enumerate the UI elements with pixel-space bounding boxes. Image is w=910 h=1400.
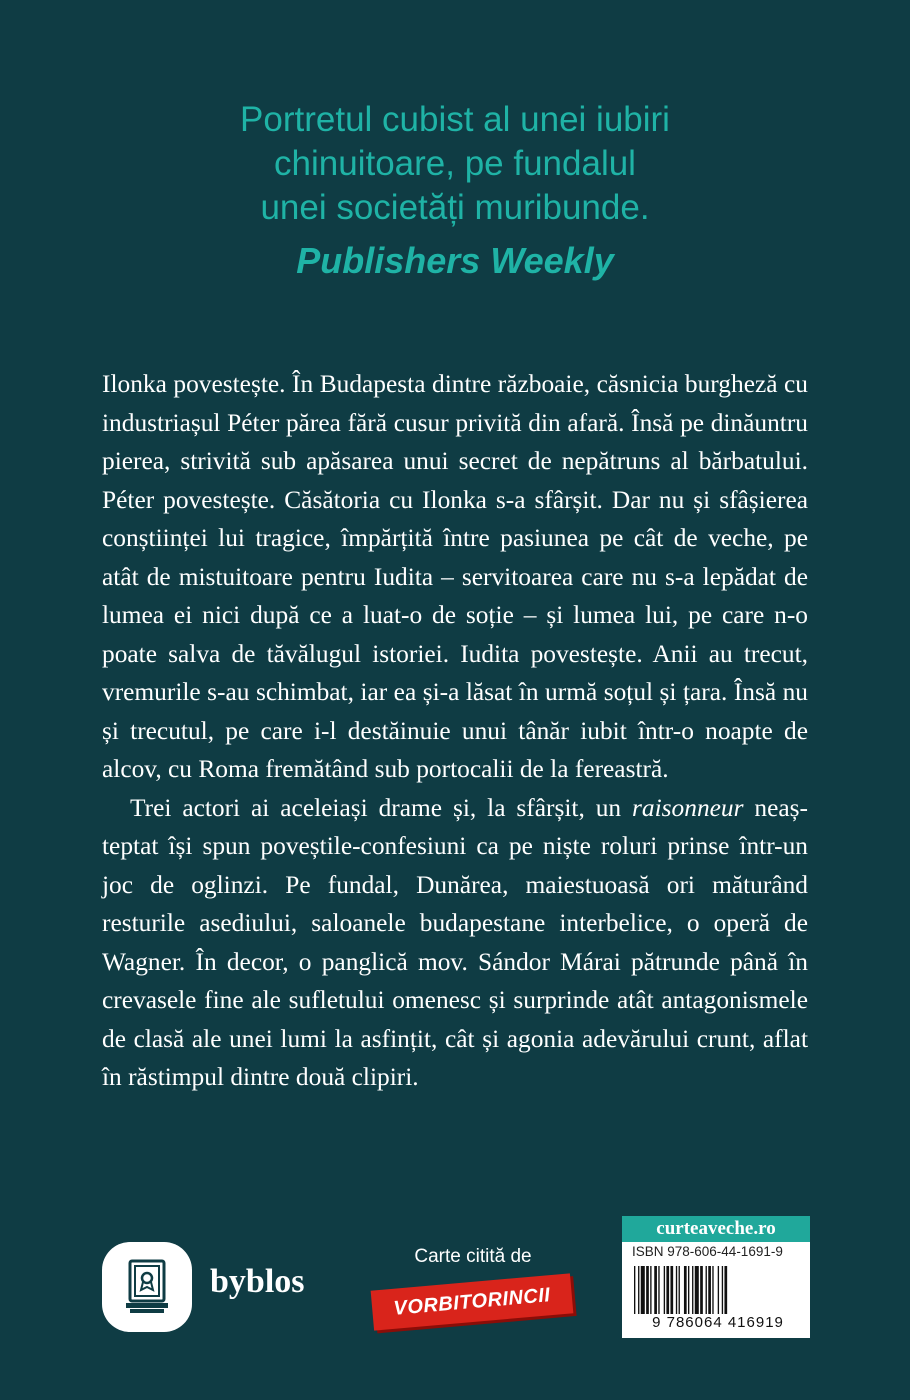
barcode-bar <box>646 1266 649 1318</box>
audio-caption: Carte citită de <box>414 1246 532 1267</box>
barcode-bar <box>688 1266 689 1318</box>
barcode-bar <box>692 1266 693 1318</box>
barcode <box>634 1266 804 1318</box>
barcode-digits: 9 786064 416919 <box>630 1314 806 1331</box>
barcode-bar <box>664 1266 665 1318</box>
byblos-logo <box>102 1242 192 1332</box>
book-award-icon <box>124 1258 170 1316</box>
barcode-bar <box>650 1266 651 1318</box>
blurb-p2-start: Trei actori ai aceleiași drame și, la sfârșit, un <box>130 793 633 822</box>
barcode-bar <box>666 1266 669 1318</box>
blurb-paragraph-1: Ilonka povestește. În Budapesta dintre războaie, căsnicia burgheză cu industriașul Péter părea fără cusur privită din afară. Însă pe dinăuntru pierea, strivită sub apăsarea unui secret de nepătruns al bărbatului. Péter povestește. Căsătoria cu Ilonka s-a sfârșit. Dar nu și sfâșierea conștiinței lui tragice, împărțită între pasiunea pe cât de veche, pe atât de mistuitoare pentru Iudita – servitoarea care nu s-a lepădat de lumea ei nici după ce a luat-o de soție – și lumea lui, pe care n-o poate salva de tăvălugul istoriei. Iudita povestește. Anii au trecut, vremurile s-au schimbat, iar ea și-a lăsat în urmă soțul și țara. Însă nu și trecutul, pe care i-l destăinuie unui tânăr iubit într-o noapte de alcov, cu Roma fremătând sub portocalii de la fereastră. <box>102 370 808 783</box>
blurb-paragraph-2 <box>102 789 808 1097</box>
quote-line-1: Portretul cubist al unei iubiri <box>240 100 670 139</box>
barcode-bar <box>718 1266 719 1318</box>
cover-quote <box>0 98 910 230</box>
vorbitorincii-label: VORBITORINCII <box>392 1283 552 1320</box>
quote-source: Publishers Weekly <box>296 240 614 281</box>
barcode-bar <box>722 1266 723 1318</box>
barcode-bar <box>641 1266 645 1318</box>
vorbitorincii-logo <box>371 1273 574 1330</box>
barcode-bar <box>712 1266 713 1318</box>
barcode-bar <box>700 1266 703 1318</box>
isbn-text: ISBN 978-606-44-1691-9 <box>632 1244 783 1259</box>
barcode-bar <box>638 1266 639 1318</box>
barcode-bar <box>670 1266 673 1318</box>
barcode-bar <box>658 1266 659 1318</box>
quote-line-3: unei societăți muribunde. <box>260 188 650 227</box>
barcode-bar <box>654 1266 657 1318</box>
blurb-p2-end: neașteptat își spun poveștile-confesiuni ca pe niște roluri prinse într-un joc de oglinzi. Pe fundal, Dunărea, maiestuoasă ori măturând resturile asediului, saloanele budapestane interbelice, o operă de Wagner. În decor, o panglică mov. Sándor Márai pătrunde până în crevasele fine ale sufletului omenesc și surprinde atât antagonismele de clasă ale unei lumi la asfințit, cât și agonia adevărului crunt, aflat în răstimpul dintre două clipiri. <box>102 793 809 1091</box>
blurb <box>102 365 808 1097</box>
imprint-name: byblos <box>210 1263 305 1300</box>
publisher-site: curteaveche.ro <box>622 1216 810 1242</box>
barcode-bar <box>684 1266 687 1318</box>
barcode-bar <box>695 1266 699 1318</box>
barcode-bar <box>679 1266 680 1318</box>
barcode-bar <box>706 1266 707 1318</box>
barcode-bar <box>724 1266 727 1318</box>
barcode-bar <box>634 1266 635 1318</box>
barcode-bar <box>708 1266 711 1318</box>
quote-line-2: chinuitoare, pe fundalul <box>274 144 636 183</box>
blurb-p2-italic: raisonneur <box>632 793 744 822</box>
barcode-bar <box>676 1266 677 1318</box>
